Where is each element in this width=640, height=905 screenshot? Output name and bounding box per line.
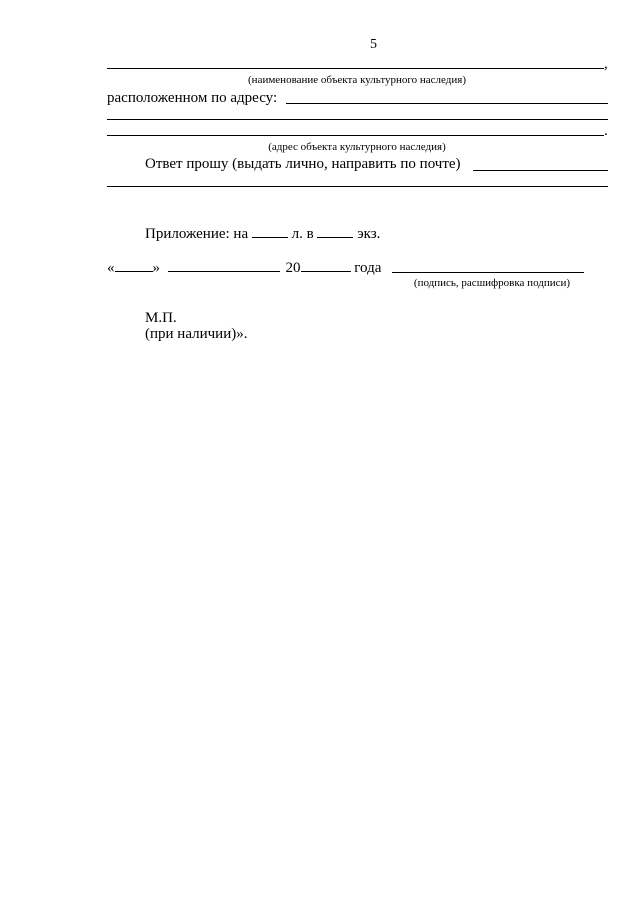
attachment-copies-field[interactable] xyxy=(317,225,353,238)
date-year-prefix: 20 xyxy=(285,260,301,276)
page-number: 5 xyxy=(370,37,377,52)
signature-field[interactable] xyxy=(392,272,584,273)
address-caption: (адрес объекта культурного наследия) xyxy=(268,141,446,153)
date-close-quote: » xyxy=(152,260,160,276)
seal-note: (при наличии)». xyxy=(145,326,248,342)
attachment-sheets-field[interactable] xyxy=(252,225,288,238)
response-field-line-1[interactable] xyxy=(473,170,608,171)
response-field-line-2[interactable] xyxy=(107,186,608,187)
signature-caption: (подпись, расшифровка подписи) xyxy=(413,277,571,289)
date-year-field[interactable] xyxy=(301,259,351,272)
attachment-suffix: экз. xyxy=(357,226,381,242)
address-field-line-2[interactable] xyxy=(107,119,608,120)
attachment-middle: л. в xyxy=(291,226,314,242)
seal-label: М.П. xyxy=(145,310,177,326)
object-name-trailing-comma: , xyxy=(604,56,608,72)
date-month-field[interactable] xyxy=(168,259,280,272)
object-name-caption: (наименование объекта культурного наследия) xyxy=(248,74,466,86)
date-open-quote: « xyxy=(107,260,115,276)
address-field-line-1[interactable] xyxy=(286,103,608,104)
object-name-field[interactable] xyxy=(107,68,604,69)
date-year-suffix: года xyxy=(354,260,382,276)
attachment-prefix: Приложение: на xyxy=(145,226,249,242)
address-trailing-period: . xyxy=(604,123,608,139)
response-label: Ответ прошу (выдать лично, направить по почте) xyxy=(145,156,461,172)
attachment-line xyxy=(145,225,380,242)
date-line xyxy=(107,259,381,276)
address-field-line-3[interactable] xyxy=(107,135,604,136)
address-label: расположенном по адресу: xyxy=(107,90,278,106)
date-day-field[interactable] xyxy=(115,259,153,272)
